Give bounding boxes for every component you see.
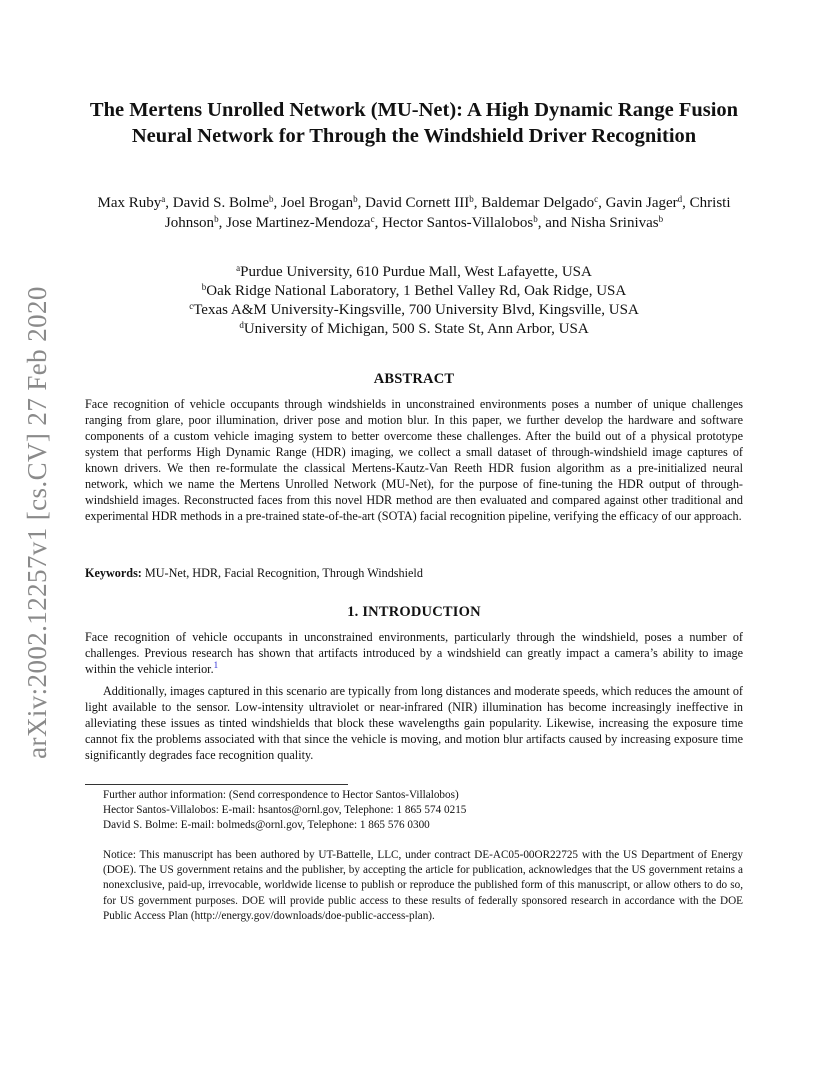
author: Nisha Srinivas$^b$ xyxy=(570,214,664,231)
footnote-line: David S. Bolme: E-mail: bolmeds@ornl.gov, Telephone: 1 865 576 0300 xyxy=(103,819,430,831)
introduction-heading: 1. INTRODUCTION xyxy=(347,604,481,620)
author: Gavin Jager$^d$ xyxy=(605,194,683,211)
footnote-link[interactable]: 1 xyxy=(213,660,219,670)
author: Jose Martinez-Mendoza$^c$ xyxy=(226,214,375,231)
keywords xyxy=(85,566,423,581)
affiliation: $^b$Oak Ridge National Laboratory, 1 Bethel Valley Rd, Oak Ridge, USA xyxy=(201,282,627,299)
author: David Cornett III$^b$ xyxy=(365,194,474,211)
author: Baldemar Delgado$^c$ xyxy=(481,194,599,211)
author: Joel Brogan$^b$ xyxy=(281,194,358,211)
author-info-footnote xyxy=(103,788,743,833)
doe-notice: Notice: This manuscript has been authored by UT-Battelle, LLC, under contract DE-AC05-00OR22725 with the US Department of Energy (DOE). The US government retains and the publisher, by accepting the article for publication, acknowledges that the US government retains a nonexclusive, paid-up, irrevocable, worldwide license to publish or reproduce the published form of this manuscript, or allow others to do so, for US government purposes. DOE will provide public access to these results of federally sponsored research in accordance with the DOE Public Access Plan (http://energy.gov/downloads/doe-public-access-plan). xyxy=(103,849,743,922)
keywords-label: Keywords: xyxy=(85,566,142,580)
affiliation-list xyxy=(84,263,744,339)
author: Hector Santos-Villalobos$^b$ xyxy=(382,214,538,231)
introduction-paragraph-2: Additionally, images captured in this scenario are typically from long distances and moderate speeds, which reduces the amount of light available to the sensor. Low-intensity ultraviolet or near-infrared (NIR) illumination has become increasingly ineffective in alleviating these issues as tinted windshields that block these wavelengths gain popularity. Likewise, increasing the exposure time cannot fix the problems associated with that since the vehicle is moving, and motion blur artifacts caused by increasing exposure time significantly degrades face recognition quality. xyxy=(85,684,743,762)
paper-title: The Mertens Unrolled Network (MU-Net): A High Dynamic Range Fusion Neural Network for Through the Windshield Driver Recognition xyxy=(89,99,739,147)
author: David S. Bolme$^b$ xyxy=(172,194,274,211)
affiliation: $^c$Texas A&M University-Kingsville, 700 University Blvd, Kingsville, USA xyxy=(189,301,639,318)
footnote-divider xyxy=(85,784,348,785)
introduction-paragraph-1: Face recognition of vehicle occupants in unconstrained environments, particularly through the windshield, poses a number of challenges. Previous research has shown that artifacts introduced by a windshield can greatly impact a camera’s ability to image within the vehicle interior.$^1$ xyxy=(85,630,743,676)
affiliation: $^a$Purdue University, 610 Purdue Mall, West Lafayette, USA xyxy=(236,263,592,280)
arxiv-stamp-text: arXiv:2002.12257v1 [cs.CV] 27 Feb 2020 xyxy=(21,285,52,759)
author-list: Max Ruby$^a$, David S. Bolme$^b$, Joel Brogan$^b$, David Cornett III$^b$, Baldemar Delgado$^c$, Gavin Jager$^d$, Christi Johnson$^b$, Jose Martinez-Mendoza$^c$, Hector Santos-Villalobos$^b$, and Nisha Srinivas$^b$ xyxy=(97,194,731,231)
affiliation: $^d$University of Michigan, 500 S. State St, Ann Arbor, USA xyxy=(239,320,589,337)
abstract-text: Face recognition of vehicle occupants through windshields in unconstrained environments poses a number of unique challenges ranging from glare, poor illumination, driver pose and motion blur. In this paper, we further develop the hardware and software components of a custom vehicle imaging system to better overcome these challenges. After the build out of a physical prototype system that performs High Dynamic Range (HDR) imaging, we collect a small dataset of through-windshield image captures of known drivers. We then re-formulate the classical Mertens-Kautz-Van Reeth HDR fusion algorithm as a pre-initialized neural network, which we name the Mertens Unrolled Network (MU-Net), for the purpose of fine-tuning the HDR output of through-windshield images. Reconstructed faces from this novel HDR method are then evaluated and compared against other traditional and experimental HDR methods in a pre-trained state-of-the-art (SOTA) facial recognition pipeline, verifying the efficacy of our approach. xyxy=(85,397,743,523)
keywords-text: MU-Net, HDR, Facial Recognition, Through Windshield xyxy=(144,566,423,580)
arxiv-stamp xyxy=(22,283,52,761)
footnote-line: Hector Santos-Villalobos: E-mail: hsantos@ornl.gov, Telephone: 1 865 574 0215 xyxy=(103,804,467,816)
abstract-heading: ABSTRACT xyxy=(373,371,455,387)
author: Max Ruby$^a$ xyxy=(97,194,166,211)
footnote-line: Further author information: (Send correspondence to Hector Santos-Villalobos) xyxy=(103,789,459,801)
author: Christi Johnson$^b$ xyxy=(164,195,731,231)
